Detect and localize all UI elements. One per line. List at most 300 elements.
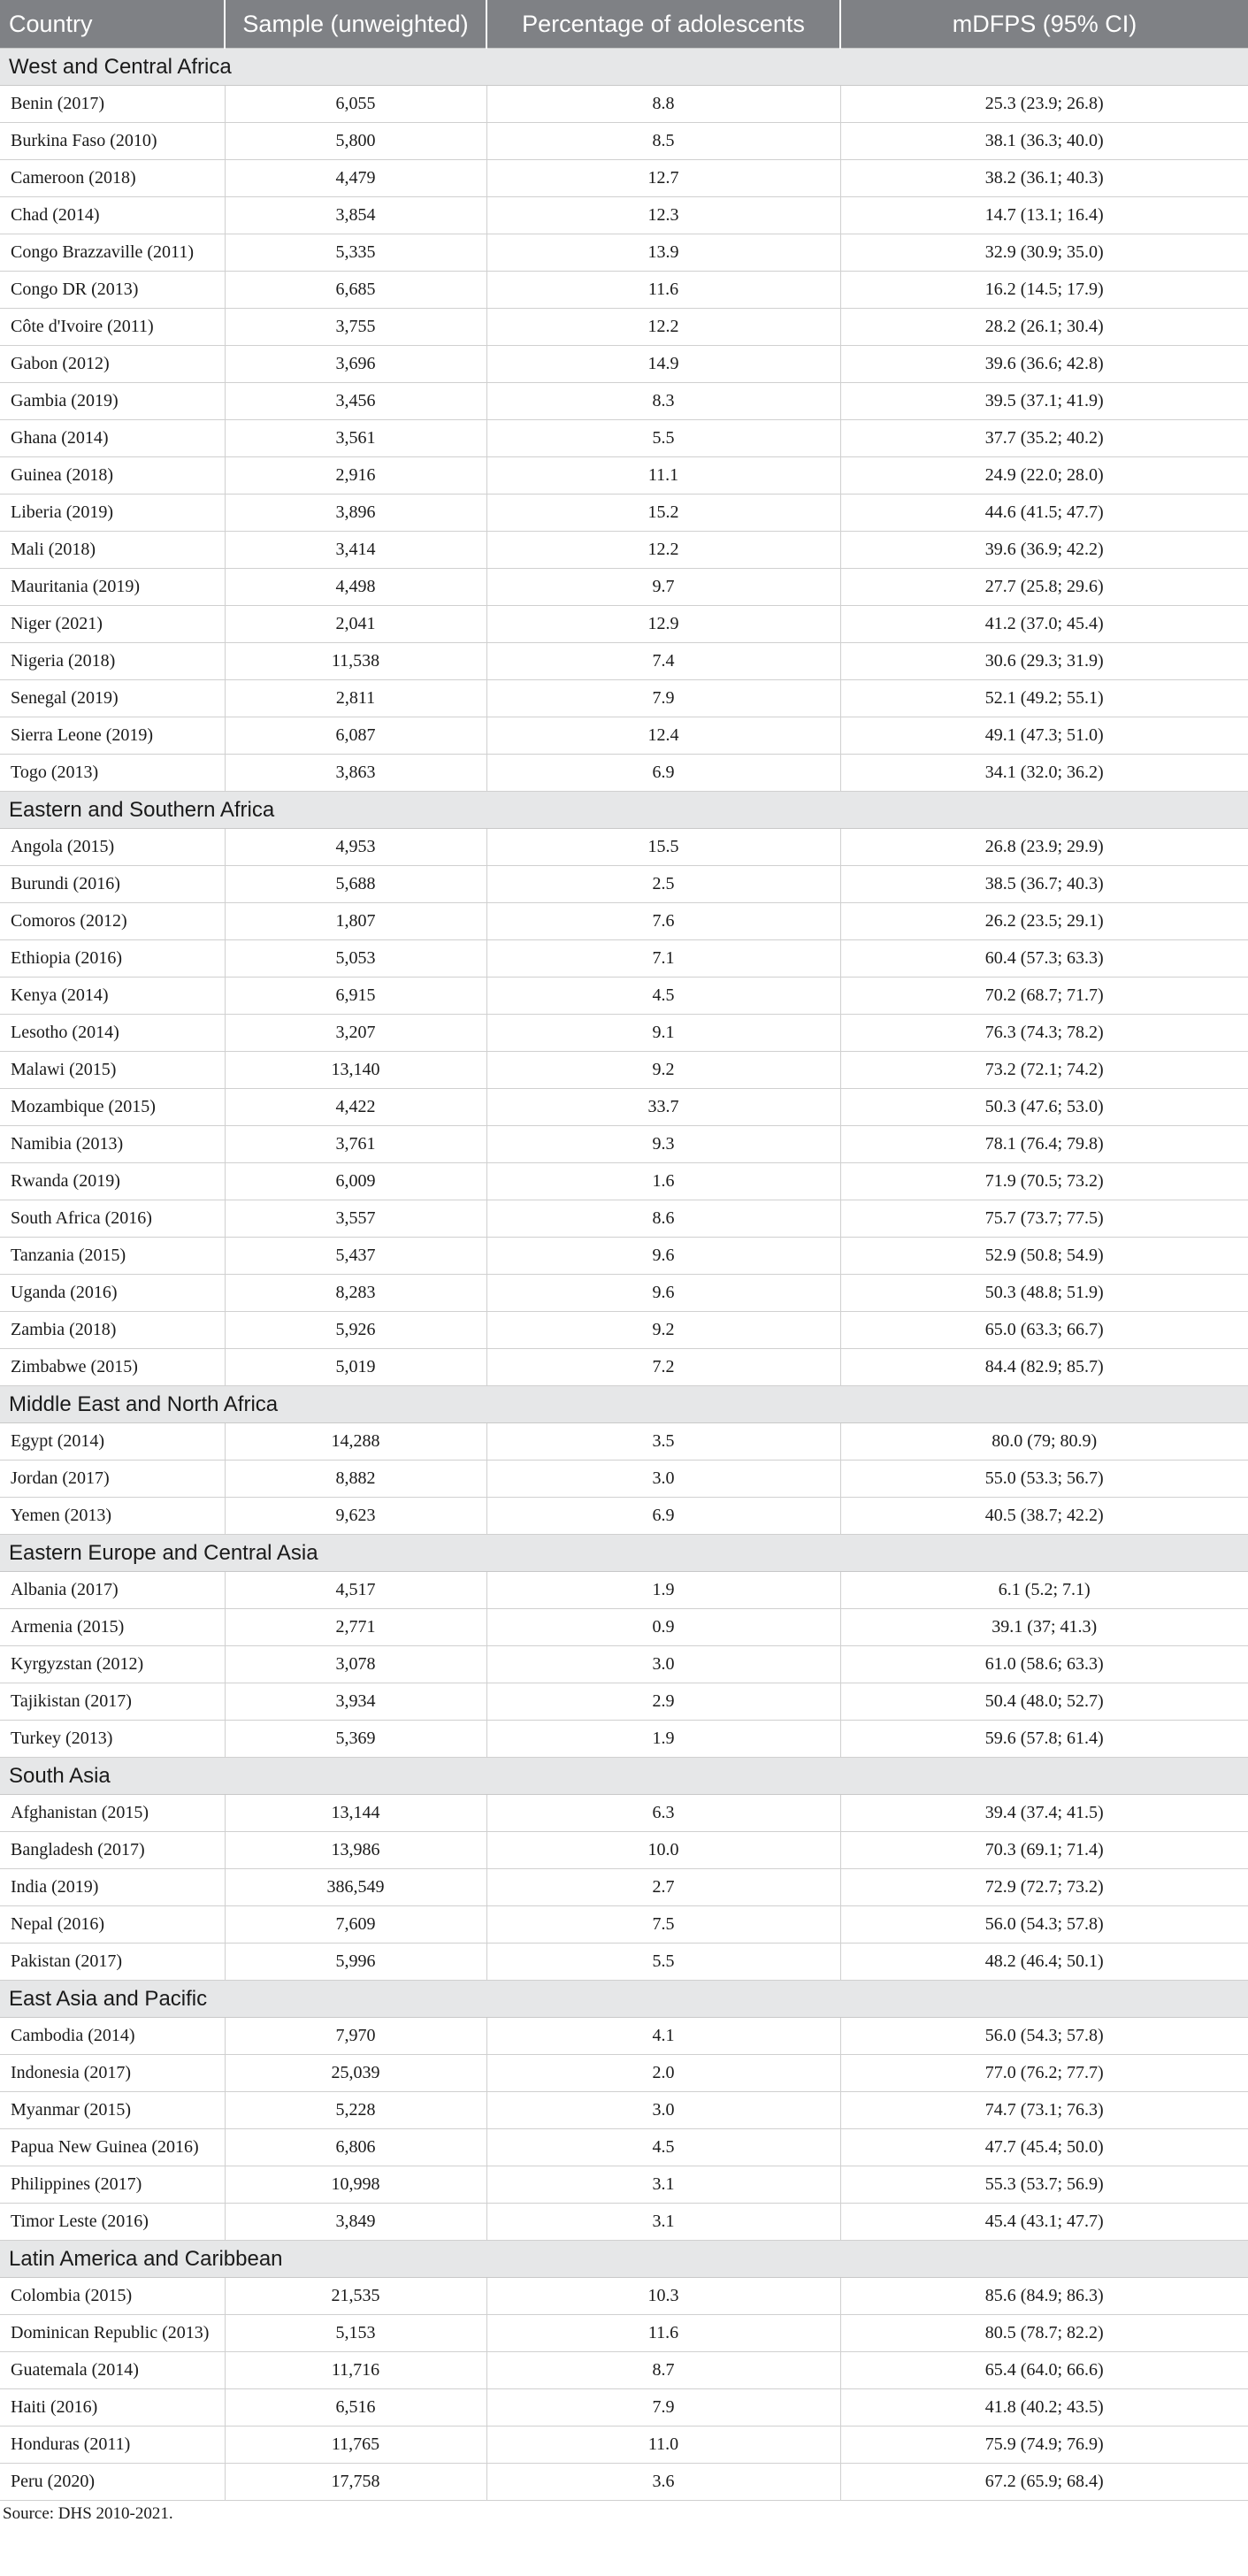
percentage-cell: 7.5 (486, 1906, 840, 1944)
table-row (0, 1126, 1248, 1163)
mdfps-cell: 78.1 (76.4; 79.8) (840, 1126, 1248, 1163)
percentage-cell: 8.8 (486, 86, 840, 123)
table-row (0, 234, 1248, 272)
country-cell: Indonesia (2017) (0, 2055, 225, 2092)
table-header (0, 0, 1248, 49)
section-title: West and Central Africa (0, 49, 1248, 86)
header-sample: Sample (unweighted) (225, 0, 486, 49)
mdfps-cell: 47.7 (45.4; 50.0) (840, 2129, 1248, 2166)
mdfps-cell: 38.2 (36.1; 40.3) (840, 160, 1248, 197)
country-cell: Côte d'Ivoire (2011) (0, 309, 225, 346)
mdfps-cell: 14.7 (13.1; 16.4) (840, 197, 1248, 234)
country-cell: Mauritania (2019) (0, 569, 225, 606)
section-title: Eastern Europe and Central Asia (0, 1535, 1248, 1572)
percentage-cell: 3.1 (486, 2204, 840, 2241)
table-row (0, 1609, 1248, 1646)
percentage-cell: 12.2 (486, 532, 840, 569)
sample-cell: 3,696 (225, 346, 486, 383)
percentage-cell: 15.2 (486, 494, 840, 532)
percentage-cell: 12.9 (486, 606, 840, 643)
table-row (0, 1832, 1248, 1869)
sample-cell: 2,811 (225, 680, 486, 717)
table-row (0, 383, 1248, 420)
country-cell: Honduras (2011) (0, 2426, 225, 2464)
mdfps-cell: 55.3 (53.7; 56.9) (840, 2166, 1248, 2204)
table-row (0, 2018, 1248, 2055)
sample-cell: 5,800 (225, 123, 486, 160)
header-percentage: Percentage of adolescents (486, 0, 840, 49)
table-row (0, 160, 1248, 197)
mdfps-cell: 73.2 (72.1; 74.2) (840, 1052, 1248, 1089)
country-cell: Timor Leste (2016) (0, 2204, 225, 2241)
country-cell: Mozambique (2015) (0, 1089, 225, 1126)
table-row (0, 2352, 1248, 2389)
table-row (0, 1052, 1248, 1089)
table-row (0, 2389, 1248, 2426)
percentage-cell: 11.6 (486, 2315, 840, 2352)
sample-cell: 6,087 (225, 717, 486, 755)
sample-cell: 5,688 (225, 866, 486, 903)
mdfps-cell: 39.5 (37.1; 41.9) (840, 383, 1248, 420)
percentage-cell: 7.9 (486, 680, 840, 717)
mdfps-cell: 26.8 (23.9; 29.9) (840, 829, 1248, 866)
sample-cell: 9,623 (225, 1498, 486, 1535)
sample-cell: 3,456 (225, 383, 486, 420)
country-cell: Papua New Guinea (2016) (0, 2129, 225, 2166)
table-row (0, 903, 1248, 940)
sample-cell: 13,140 (225, 1052, 486, 1089)
percentage-cell: 9.7 (486, 569, 840, 606)
country-cell: Rwanda (2019) (0, 1163, 225, 1200)
percentage-cell: 11.6 (486, 272, 840, 309)
country-cell: Afghanistan (2015) (0, 1795, 225, 1832)
mdfps-cell: 48.2 (46.4; 50.1) (840, 1944, 1248, 1981)
percentage-cell: 3.5 (486, 1423, 840, 1460)
country-cell: Kenya (2014) (0, 978, 225, 1015)
mdfps-cell: 70.3 (69.1; 71.4) (840, 1832, 1248, 1869)
country-cell: Mali (2018) (0, 532, 225, 569)
sample-cell: 3,078 (225, 1646, 486, 1683)
percentage-cell: 0.9 (486, 1609, 840, 1646)
percentage-cell: 13.9 (486, 234, 840, 272)
percentage-cell: 9.2 (486, 1312, 840, 1349)
mdfps-cell: 74.7 (73.1; 76.3) (840, 2092, 1248, 2129)
section-row (0, 1981, 1248, 2018)
country-cell: Tajikistan (2017) (0, 1683, 225, 1721)
country-cell: Benin (2017) (0, 86, 225, 123)
percentage-cell: 9.2 (486, 1052, 840, 1089)
sample-cell: 11,716 (225, 2352, 486, 2389)
percentage-cell: 6.3 (486, 1795, 840, 1832)
table-row (0, 866, 1248, 903)
mdfps-cell: 37.7 (35.2; 40.2) (840, 420, 1248, 457)
mdfps-cell: 6.1 (5.2; 7.1) (840, 1572, 1248, 1609)
mdfps-cell: 65.0 (63.3; 66.7) (840, 1312, 1248, 1349)
percentage-cell: 1.9 (486, 1572, 840, 1609)
mdfps-cell: 44.6 (41.5; 47.7) (840, 494, 1248, 532)
country-cell: Angola (2015) (0, 829, 225, 866)
percentage-cell: 4.5 (486, 978, 840, 1015)
country-cell: Ghana (2014) (0, 420, 225, 457)
percentage-cell: 9.3 (486, 1126, 840, 1163)
sample-cell: 5,019 (225, 1349, 486, 1386)
sample-cell: 17,758 (225, 2464, 486, 2501)
percentage-cell: 12.4 (486, 717, 840, 755)
sample-cell: 7,970 (225, 2018, 486, 2055)
country-cell: Liberia (2019) (0, 494, 225, 532)
mdfps-cell: 61.0 (58.6; 63.3) (840, 1646, 1248, 1683)
section-title: Middle East and North Africa (0, 1386, 1248, 1423)
sample-cell: 5,153 (225, 2315, 486, 2352)
mdfps-cell: 56.0 (54.3; 57.8) (840, 2018, 1248, 2055)
mdfps-cell: 30.6 (29.3; 31.9) (840, 643, 1248, 680)
table-row (0, 1349, 1248, 1386)
country-cell: Lesotho (2014) (0, 1015, 225, 1052)
country-cell: India (2019) (0, 1869, 225, 1906)
mdfps-cell: 45.4 (43.1; 47.7) (840, 2204, 1248, 2241)
percentage-cell: 3.0 (486, 1460, 840, 1498)
sample-cell: 3,934 (225, 1683, 486, 1721)
sample-cell: 5,228 (225, 2092, 486, 2129)
country-cell: Malawi (2015) (0, 1052, 225, 1089)
table-row (0, 1721, 1248, 1758)
sample-cell: 1,807 (225, 903, 486, 940)
country-cell: Philippines (2017) (0, 2166, 225, 2204)
percentage-cell: 3.1 (486, 2166, 840, 2204)
sample-cell: 3,854 (225, 197, 486, 234)
country-cell: Dominican Republic (2013) (0, 2315, 225, 2352)
sample-cell: 3,207 (225, 1015, 486, 1052)
country-cell: Peru (2020) (0, 2464, 225, 2501)
country-cell: Tanzania (2015) (0, 1238, 225, 1275)
percentage-cell: 6.9 (486, 755, 840, 792)
percentage-cell: 5.5 (486, 420, 840, 457)
percentage-cell: 2.9 (486, 1683, 840, 1721)
mdfps-cell: 38.1 (36.3; 40.0) (840, 123, 1248, 160)
country-cell: Guatemala (2014) (0, 2352, 225, 2389)
percentage-cell: 3.0 (486, 2092, 840, 2129)
country-cell: Chad (2014) (0, 197, 225, 234)
country-cell: Nigeria (2018) (0, 643, 225, 680)
mdfps-cell: 39.4 (37.4; 41.5) (840, 1795, 1248, 1832)
country-cell: Armenia (2015) (0, 1609, 225, 1646)
percentage-cell: 9.1 (486, 1015, 840, 1052)
country-cell: Cambodia (2014) (0, 2018, 225, 2055)
percentage-cell: 1.6 (486, 1163, 840, 1200)
percentage-cell: 4.1 (486, 2018, 840, 2055)
percentage-cell: 8.3 (486, 383, 840, 420)
percentage-cell: 11.1 (486, 457, 840, 494)
percentage-cell: 7.4 (486, 643, 840, 680)
sample-cell: 13,144 (225, 1795, 486, 1832)
percentage-cell: 3.6 (486, 2464, 840, 2501)
percentage-cell: 2.0 (486, 2055, 840, 2092)
country-cell: Burundi (2016) (0, 866, 225, 903)
country-cell: Nepal (2016) (0, 1906, 225, 1944)
sample-cell: 13,986 (225, 1832, 486, 1869)
percentage-cell: 12.2 (486, 309, 840, 346)
mdfps-cell: 16.2 (14.5; 17.9) (840, 272, 1248, 309)
mdfps-cell: 76.3 (74.3; 78.2) (840, 1015, 1248, 1052)
section-row (0, 1758, 1248, 1795)
mdfps-cell: 56.0 (54.3; 57.8) (840, 1906, 1248, 1944)
percentage-cell: 8.5 (486, 123, 840, 160)
percentage-cell: 7.9 (486, 2389, 840, 2426)
table-row (0, 2129, 1248, 2166)
table-row (0, 1089, 1248, 1126)
mdfps-cell: 28.2 (26.1; 30.4) (840, 309, 1248, 346)
sample-cell: 5,369 (225, 1721, 486, 1758)
sample-cell: 386,549 (225, 1869, 486, 1906)
country-cell: Albania (2017) (0, 1572, 225, 1609)
country-cell: Pakistan (2017) (0, 1944, 225, 1981)
table-row (0, 197, 1248, 234)
table-row (0, 1646, 1248, 1683)
table-row (0, 494, 1248, 532)
sample-cell: 3,863 (225, 755, 486, 792)
mdfps-cell: 32.9 (30.9; 35.0) (840, 234, 1248, 272)
table-row (0, 1423, 1248, 1460)
section-row (0, 2241, 1248, 2278)
percentage-cell: 1.9 (486, 1721, 840, 1758)
sample-cell: 5,437 (225, 1238, 486, 1275)
sample-cell: 5,996 (225, 1944, 486, 1981)
table-row (0, 717, 1248, 755)
table-row (0, 1795, 1248, 1832)
table-body (0, 49, 1248, 2501)
sample-cell: 2,916 (225, 457, 486, 494)
mdfps-cell: 39.1 (37; 41.3) (840, 1609, 1248, 1646)
table-row (0, 2166, 1248, 2204)
country-cell: Colombia (2015) (0, 2278, 225, 2315)
percentage-cell: 2.5 (486, 866, 840, 903)
percentage-cell: 14.9 (486, 346, 840, 383)
country-cell: Comoros (2012) (0, 903, 225, 940)
mdfps-cell: 52.1 (49.2; 55.1) (840, 680, 1248, 717)
country-cell: Senegal (2019) (0, 680, 225, 717)
mdfps-cell: 70.2 (68.7; 71.7) (840, 978, 1248, 1015)
percentage-cell: 4.5 (486, 2129, 840, 2166)
section-title: Latin America and Caribbean (0, 2241, 1248, 2278)
mdfps-cell: 77.0 (76.2; 77.7) (840, 2055, 1248, 2092)
sample-cell: 3,561 (225, 420, 486, 457)
country-cell: Guinea (2018) (0, 457, 225, 494)
sample-cell: 11,538 (225, 643, 486, 680)
table-row (0, 2426, 1248, 2464)
percentage-cell: 7.6 (486, 903, 840, 940)
country-cell: Congo Brazzaville (2011) (0, 234, 225, 272)
table-row (0, 1572, 1248, 1609)
sample-cell: 6,915 (225, 978, 486, 1015)
percentage-cell: 2.7 (486, 1869, 840, 1906)
sample-cell: 4,422 (225, 1089, 486, 1126)
table-row (0, 1683, 1248, 1721)
table-row (0, 1275, 1248, 1312)
percentage-cell: 6.9 (486, 1498, 840, 1535)
sample-cell: 21,535 (225, 2278, 486, 2315)
section-title: South Asia (0, 1758, 1248, 1795)
table-row (0, 2055, 1248, 2092)
header-country: Country (0, 0, 225, 49)
table-row (0, 272, 1248, 309)
mdfps-cell: 80.0 (79; 80.9) (840, 1423, 1248, 1460)
mdfps-cell: 49.1 (47.3; 51.0) (840, 717, 1248, 755)
percentage-cell: 12.3 (486, 197, 840, 234)
sample-cell: 25,039 (225, 2055, 486, 2092)
sample-cell: 14,288 (225, 1423, 486, 1460)
country-cell: Niger (2021) (0, 606, 225, 643)
sample-cell: 3,849 (225, 2204, 486, 2241)
percentage-cell: 8.7 (486, 2352, 840, 2389)
sample-cell: 4,479 (225, 160, 486, 197)
country-cell: Zimbabwe (2015) (0, 1349, 225, 1386)
percentage-cell: 15.5 (486, 829, 840, 866)
mdfps-cell: 85.6 (84.9; 86.3) (840, 2278, 1248, 2315)
sample-cell: 3,414 (225, 532, 486, 569)
sample-cell: 8,882 (225, 1460, 486, 1498)
table-row (0, 755, 1248, 792)
country-cell: Gabon (2012) (0, 346, 225, 383)
country-cell: Namibia (2013) (0, 1126, 225, 1163)
source-note: Source: DHS 2010-2021. (3, 2504, 173, 2523)
country-cell: Jordan (2017) (0, 1460, 225, 1498)
mdfps-cell: 84.4 (82.9; 85.7) (840, 1349, 1248, 1386)
sample-cell: 6,055 (225, 86, 486, 123)
country-cell: Myanmar (2015) (0, 2092, 225, 2129)
sample-cell: 2,771 (225, 1609, 486, 1646)
country-cell: Turkey (2013) (0, 1721, 225, 1758)
table-row (0, 457, 1248, 494)
table-row (0, 1312, 1248, 1349)
country-cell: Togo (2013) (0, 755, 225, 792)
table-row (0, 2315, 1248, 2352)
table-row (0, 569, 1248, 606)
percentage-cell: 5.5 (486, 1944, 840, 1981)
table-row (0, 1906, 1248, 1944)
mdfps-cell: 55.0 (53.3; 56.7) (840, 1460, 1248, 1498)
table-row (0, 309, 1248, 346)
header-mdfps: mDFPS (95% CI) (840, 0, 1248, 49)
percentage-cell: 10.3 (486, 2278, 840, 2315)
table-row (0, 1460, 1248, 1498)
mdfps-cell: 50.3 (47.6; 53.0) (840, 1089, 1248, 1126)
mdfps-cell: 59.6 (57.8; 61.4) (840, 1721, 1248, 1758)
table-row (0, 532, 1248, 569)
mdfps-cell: 41.2 (37.0; 45.4) (840, 606, 1248, 643)
table-row (0, 2278, 1248, 2315)
sample-cell: 6,806 (225, 2129, 486, 2166)
country-cell: Bangladesh (2017) (0, 1832, 225, 1869)
mdfps-cell: 39.6 (36.6; 42.8) (840, 346, 1248, 383)
table-row (0, 1015, 1248, 1052)
mdfps-cell: 75.9 (74.9; 76.9) (840, 2426, 1248, 2464)
country-cell: Sierra Leone (2019) (0, 717, 225, 755)
sample-cell: 3,755 (225, 309, 486, 346)
sample-cell: 6,685 (225, 272, 486, 309)
mdfps-cell: 65.4 (64.0; 66.6) (840, 2352, 1248, 2389)
mdfps-cell: 38.5 (36.7; 40.3) (840, 866, 1248, 903)
sample-cell: 6,516 (225, 2389, 486, 2426)
sample-cell: 4,498 (225, 569, 486, 606)
sample-cell: 5,926 (225, 1312, 486, 1349)
country-cell: Haiti (2016) (0, 2389, 225, 2426)
mdfps-cell: 80.5 (78.7; 82.2) (840, 2315, 1248, 2352)
country-cell: Uganda (2016) (0, 1275, 225, 1312)
mdfps-cell: 50.3 (48.8; 51.9) (840, 1275, 1248, 1312)
sample-cell: 10,998 (225, 2166, 486, 2204)
table-row (0, 420, 1248, 457)
table-row (0, 1238, 1248, 1275)
percentage-cell: 9.6 (486, 1275, 840, 1312)
percentage-cell: 12.7 (486, 160, 840, 197)
percentage-cell: 3.0 (486, 1646, 840, 1683)
country-cell: Congo DR (2013) (0, 272, 225, 309)
table-row (0, 2092, 1248, 2129)
table-row (0, 2204, 1248, 2241)
section-row (0, 1535, 1248, 1572)
country-cell: Ethiopia (2016) (0, 940, 225, 978)
table-row (0, 86, 1248, 123)
section-row (0, 1386, 1248, 1423)
table-row (0, 643, 1248, 680)
section-row (0, 49, 1248, 86)
sample-cell: 4,953 (225, 829, 486, 866)
mdfps-cell: 72.9 (72.7; 73.2) (840, 1869, 1248, 1906)
percentage-cell: 33.7 (486, 1089, 840, 1126)
mdfps-cell: 34.1 (32.0; 36.2) (840, 755, 1248, 792)
mdfps-cell: 67.2 (65.9; 68.4) (840, 2464, 1248, 2501)
mdfps-cell: 24.9 (22.0; 28.0) (840, 457, 1248, 494)
country-cell: Egypt (2014) (0, 1423, 225, 1460)
sample-cell: 6,009 (225, 1163, 486, 1200)
table-row (0, 606, 1248, 643)
mdfps-cell: 52.9 (50.8; 54.9) (840, 1238, 1248, 1275)
table-row (0, 829, 1248, 866)
sample-cell: 3,896 (225, 494, 486, 532)
percentage-cell: 11.0 (486, 2426, 840, 2464)
mdfps-cell: 27.7 (25.8; 29.6) (840, 569, 1248, 606)
country-cell: Gambia (2019) (0, 383, 225, 420)
sample-cell: 8,283 (225, 1275, 486, 1312)
mdfps-cell: 39.6 (36.9; 42.2) (840, 532, 1248, 569)
table-row (0, 346, 1248, 383)
table-row (0, 123, 1248, 160)
percentage-cell: 7.2 (486, 1349, 840, 1386)
country-cell: Kyrgyzstan (2012) (0, 1646, 225, 1683)
sample-cell: 3,557 (225, 1200, 486, 1238)
sample-cell: 2,041 (225, 606, 486, 643)
sample-cell: 7,609 (225, 1906, 486, 1944)
table-row (0, 1869, 1248, 1906)
mdfps-cell: 71.9 (70.5; 73.2) (840, 1163, 1248, 1200)
table-row (0, 1200, 1248, 1238)
table-row (0, 940, 1248, 978)
percentage-cell: 7.1 (486, 940, 840, 978)
section-title: Eastern and Southern Africa (0, 792, 1248, 829)
sample-cell: 5,053 (225, 940, 486, 978)
table-row (0, 978, 1248, 1015)
country-cell: South Africa (2016) (0, 1200, 225, 1238)
table-row (0, 1163, 1248, 1200)
sample-cell: 3,761 (225, 1126, 486, 1163)
mdfps-cell: 26.2 (23.5; 29.1) (840, 903, 1248, 940)
section-row (0, 792, 1248, 829)
country-cell: Burkina Faso (2010) (0, 123, 225, 160)
percentage-cell: 10.0 (486, 1832, 840, 1869)
sample-cell: 5,335 (225, 234, 486, 272)
country-cell: Cameroon (2018) (0, 160, 225, 197)
sample-cell: 11,765 (225, 2426, 486, 2464)
